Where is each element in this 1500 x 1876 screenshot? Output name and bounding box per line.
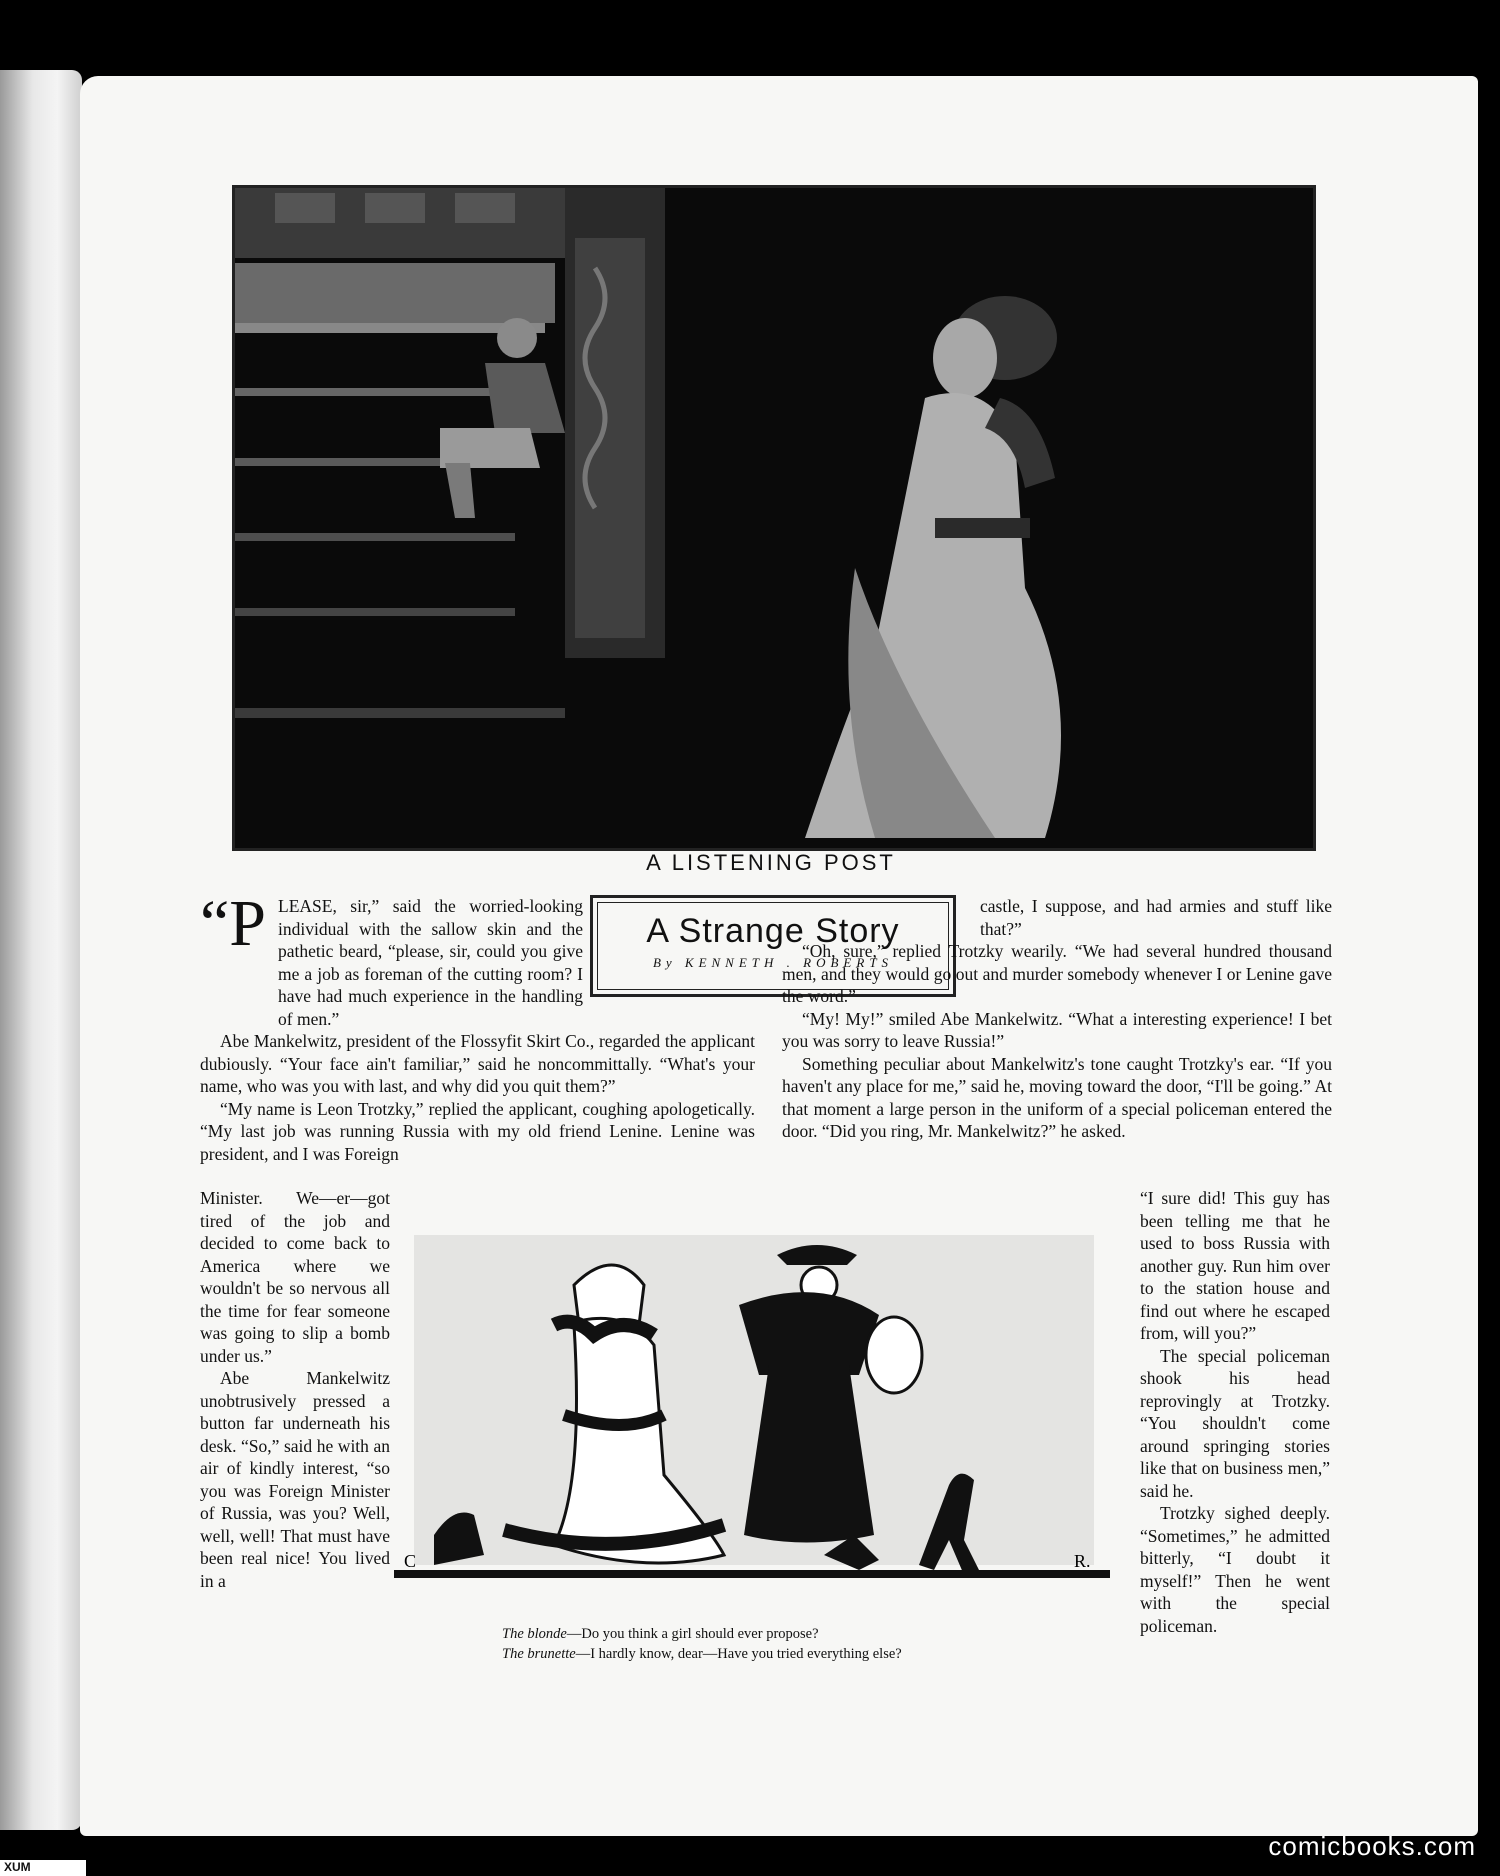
site-watermark: comicbooks.com (1268, 1831, 1476, 1861)
caption-text: —I hardly know, dear—Have you tried everything else? (575, 1646, 902, 1662)
paragraph: Minister. We—er—got tired of the job and decided to come back to America where we wouldn't be so nervous all the time for fear someone was going to slip a bomb under us.” (200, 1188, 390, 1366)
paragraph: “Oh, sure,” replied Trotzky wearily. “We had several hundred thousand men, and they would go out and murder somebody whenever I or Lenine gave the word.” (782, 941, 1332, 1006)
paragraph: Abe Mankelwitz, president of the Flossyfit Skirt Co., regarded the applicant dubiously. “Your face ain't familiar,” said he noncommittally. “What's your name, who was you with last, and why did you quit them?” (200, 1031, 755, 1096)
caption-speaker: The brunette (502, 1646, 576, 1662)
cartoon-signature-right: R. (1074, 1551, 1091, 1571)
paragraph: castle, I suppose, and had armies and stuff like that?” (980, 896, 1332, 939)
story-column-right-narrow (1140, 1187, 1330, 1637)
illustration-photo (232, 185, 1316, 851)
story-byline: By KENNETH . ROBERTS (652, 955, 894, 970)
cartoon-caption-line-1 (502, 1626, 819, 1643)
paragraph: Trotzky sighed deeply. “Sometimes,” he admitted bitterly, “I doubt it myself!” Then he went with the special policeman. (1140, 1503, 1330, 1636)
drop-cap-letter: P (229, 887, 267, 960)
cartoon-signature-left: C (404, 1551, 417, 1571)
story-column-left-narrow (200, 1187, 390, 1592)
cartoon-caption-line-2 (502, 1646, 902, 1663)
paragraph: Something peculiar about Mankelwitz's tone caught Trotzky's ear. “If you haven't any place for me,” said he, moving toward the door, “I'll be going.” At that moment a large person in the uniform of a special policeman entered the door. “Did you ring, Mr. Mankelwitz?” he asked. (782, 1053, 1332, 1141)
corner-tab: XUM (0, 1860, 86, 1876)
left-page-edge (0, 70, 82, 1830)
drop-cap (200, 887, 267, 960)
cartoon-illustration (394, 1225, 1110, 1620)
paragraph-text: LEASE, sir,” said the worried-looking individual with the sallow skin and the pathetic beard, “please, sir, could you give me a job as foreman of the cutting room? I have had much experience in the handling of men.” (278, 896, 583, 1029)
story-title: A Strange Story (646, 912, 900, 950)
drop-cap-quote: “ (200, 887, 230, 960)
paragraph: “I sure did! This guy has been telling me that he used to boss Russia with another guy. Run him over to the station house and find out where he escaped from, will you?” (1140, 1188, 1330, 1343)
paragraph: The special policeman shook his head reprovingly at Trotzky. “You shouldn't come around springing stories like that on business men,” said he. (1140, 1345, 1330, 1501)
story-column-left-top (200, 887, 755, 1165)
caption-text: —Do you think a girl should ever propose? (566, 1626, 819, 1642)
paragraph: “My name is Leon Trotzky,” replied the applicant, coughing apologetically. “My last job was running Russia with my old friend Lenine. Lenine was president, and I was Foreign (200, 1098, 755, 1164)
story-column-right-top (782, 895, 1332, 1143)
paragraph: “My! My!” smiled Abe Mankelwitz. “What a interesting experience! I bet you was sorry to leave Russia!” (782, 1008, 1332, 1051)
caption-speaker: The blonde (502, 1626, 567, 1642)
paragraph-opening (200, 887, 755, 1030)
photo-caption: A LISTENING POST (646, 850, 896, 875)
paragraph: Abe Mankelwitz unobtrusively pressed a button far underneath his desk. “So,” said he with an air of kindly interest, “so you was Foreign Minister of Russia, was you? Well, well, well! That must have been real nice! You lived in a (200, 1368, 390, 1591)
